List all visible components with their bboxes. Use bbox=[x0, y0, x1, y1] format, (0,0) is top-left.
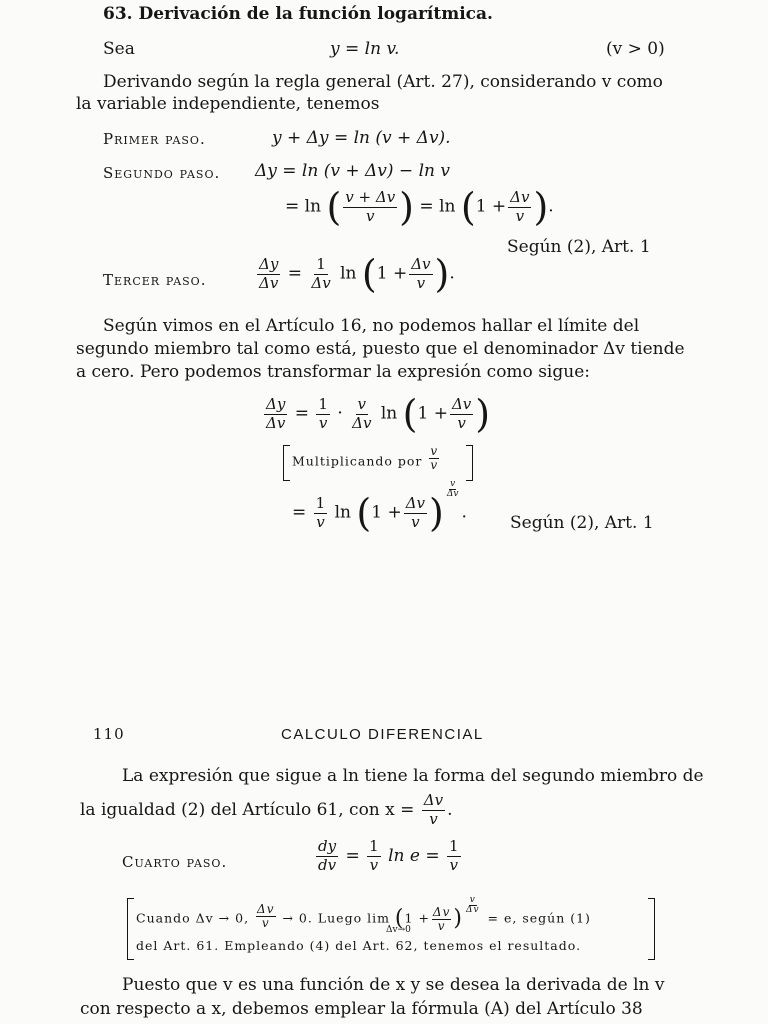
fraction bbox=[316, 839, 338, 874]
multiplication-note bbox=[283, 445, 473, 481]
denominator: Δv bbox=[266, 413, 286, 432]
para2-line-3: a cero. Pero podemos transformar la expresión como sigue: bbox=[76, 362, 590, 382]
ln-symbol: ln bbox=[340, 263, 357, 284]
fraction bbox=[404, 493, 427, 531]
para2-line-2: segundo miembro tal como está, puesto que el denominador Δv tiende bbox=[76, 339, 685, 359]
numerator: 1 bbox=[449, 837, 459, 855]
denominator: v bbox=[515, 206, 525, 225]
numerator: 1 bbox=[316, 254, 326, 273]
denominator: v bbox=[430, 457, 439, 472]
denominator: v bbox=[457, 413, 466, 432]
step1-label: Primer paso. bbox=[103, 130, 206, 148]
denominator: Δv bbox=[311, 273, 331, 292]
left-paren: ( bbox=[402, 392, 418, 436]
numerator: 1 bbox=[318, 394, 328, 413]
one-plus: 1 + bbox=[417, 403, 448, 424]
page-number: 110 bbox=[93, 725, 125, 743]
denominator: Δv bbox=[465, 905, 480, 916]
denominator: Δv bbox=[259, 273, 279, 292]
fraction bbox=[309, 254, 332, 292]
ln-symbol: ln bbox=[334, 502, 351, 523]
note-line-2: del Art. 61. Empleando (4) del Art. 62, tenemos el resultado. bbox=[136, 938, 582, 953]
one-plus: 1 + bbox=[371, 502, 402, 523]
right-paren: ) bbox=[453, 906, 463, 932]
numerator: Δv bbox=[510, 187, 530, 206]
numerator: Δv bbox=[432, 905, 451, 919]
denominator: v bbox=[437, 918, 446, 933]
note-text: = e, según (1) bbox=[487, 910, 591, 926]
equals-sign: = bbox=[287, 263, 302, 284]
step4-equation bbox=[314, 839, 463, 874]
left-paren: ( bbox=[326, 185, 342, 229]
left-paren: ( bbox=[394, 906, 405, 932]
note-text: → 0. Luego lim bbox=[282, 910, 390, 926]
denominator: v bbox=[316, 512, 325, 531]
numerator: 1 bbox=[315, 493, 326, 512]
limit-subscript: Δv→0 bbox=[386, 925, 411, 935]
denominator: v bbox=[411, 512, 420, 531]
right-paren: ) bbox=[429, 491, 444, 535]
limit-note bbox=[127, 895, 655, 960]
exponent bbox=[444, 480, 462, 500]
reference-1: Según (2), Art. 1 bbox=[507, 237, 651, 257]
step2-continuation: = ln ( $\frac{v + \Delta v}{v}$ ) = ln (1 + $\frac{\Delta v}{v}$ ). bbox=[285, 185, 554, 229]
fraction bbox=[264, 394, 287, 432]
equals-sign: = bbox=[285, 196, 300, 217]
numerator: dy bbox=[318, 837, 337, 855]
section-heading: 63. Derivación de la función logarítmica. bbox=[103, 4, 493, 24]
para3-line-1: La expresión que sigue a ln tiene la forma del segundo miembro de bbox=[122, 766, 704, 786]
main-equation: y = ln v. bbox=[330, 39, 400, 59]
denominator: v bbox=[369, 855, 379, 874]
step4-label: Cuarto paso. bbox=[122, 853, 228, 871]
numerator: v + Δv bbox=[345, 187, 396, 206]
domain-condition: (v > 0) bbox=[606, 39, 665, 59]
equals-sign: = bbox=[294, 403, 309, 424]
numerator: Δy bbox=[266, 394, 286, 413]
note-label: Multiplicando por bbox=[292, 453, 423, 469]
step3-label: Tercer paso. bbox=[103, 271, 207, 289]
step2-equation: Δy = ln (v + Δv) − ln v bbox=[255, 161, 450, 181]
numerator: v bbox=[469, 895, 476, 905]
denominator: dv bbox=[318, 855, 337, 874]
dot-operator: · bbox=[337, 403, 343, 424]
left-paren: ( bbox=[460, 185, 476, 229]
numerator: Δy bbox=[259, 254, 279, 273]
intro-line-2: la variable independiente, tenemos bbox=[76, 94, 380, 114]
denominator: v bbox=[416, 273, 426, 292]
fraction bbox=[465, 896, 481, 916]
ln-symbol: ln bbox=[380, 403, 398, 424]
ln-symbol: ln bbox=[439, 196, 456, 217]
fraction bbox=[409, 254, 432, 292]
equals-sign: = bbox=[419, 196, 434, 217]
ln-symbol: ln bbox=[304, 196, 322, 217]
fraction bbox=[343, 187, 397, 225]
step2-label: Segundo paso. bbox=[103, 164, 221, 182]
para4-line-2: con respecto a x, debemos emplear la fórmula (A) del Artículo 38 bbox=[80, 999, 643, 1019]
para2-line-1: Según vimos en el Artículo 16, no podemos hallar el límite del bbox=[103, 316, 640, 336]
left-paren: ( bbox=[356, 491, 372, 535]
fraction bbox=[316, 394, 330, 432]
note-text: Cuando Δv → 0, bbox=[136, 910, 250, 926]
fraction bbox=[446, 480, 460, 500]
fraction bbox=[314, 493, 328, 531]
numerator: Δv bbox=[405, 493, 426, 512]
denominator: Δv bbox=[352, 413, 372, 432]
denominator: Δv bbox=[446, 489, 459, 500]
left-paren: ( bbox=[361, 252, 377, 296]
sea-label: Sea bbox=[103, 39, 135, 59]
running-title: CALCULO DIFERENCIAL bbox=[281, 726, 484, 743]
transform-result: = $\frac{1}{v}$ ln (1 + $\frac{\Delta v}{v}$ ) $\frac{v}{\Delta v}$ . bbox=[292, 479, 467, 535]
equals-sign: = bbox=[345, 845, 360, 866]
fraction bbox=[508, 187, 531, 225]
numerator: v bbox=[430, 444, 439, 458]
reference-2: Según (2), Art. 1 bbox=[510, 513, 654, 533]
ln-e: ln e = bbox=[388, 845, 440, 866]
note-line-1 bbox=[136, 895, 591, 933]
exponent bbox=[463, 896, 483, 916]
numerator: Δv bbox=[451, 394, 472, 413]
fraction bbox=[450, 394, 473, 432]
right-paren: ) bbox=[434, 252, 450, 296]
right-paren: ) bbox=[399, 185, 414, 229]
denominator: v bbox=[261, 915, 270, 930]
para3-text: la igualdad (2) del Artículo 61, con x = bbox=[80, 799, 415, 820]
denominator: v bbox=[449, 855, 459, 874]
fraction bbox=[422, 793, 445, 828]
numerator: Δv bbox=[411, 254, 431, 273]
one-plus: 1 + bbox=[376, 263, 408, 284]
para4-line-1: Puesto que v es una función de x y se desea la derivada de ln v bbox=[122, 975, 665, 995]
fraction bbox=[367, 839, 381, 874]
fraction bbox=[447, 839, 461, 874]
step3-equation: $\frac{\Delta y}{\Delta v}$ = $\frac{1}{\Delta v}$ ln (1 + $\frac{\Delta v}{v}$ ). bbox=[259, 252, 455, 296]
one-plus: 1 + bbox=[475, 196, 507, 217]
denominator: v bbox=[318, 413, 328, 432]
period: . bbox=[447, 799, 453, 820]
numerator: 1 bbox=[369, 837, 379, 855]
right-paren: ) bbox=[475, 392, 491, 436]
fraction bbox=[429, 445, 439, 471]
equals-sign: = bbox=[292, 502, 307, 523]
intro-line-1: Derivando según la regla general (Art. 27), considerando v como bbox=[103, 72, 663, 92]
numerator: v bbox=[357, 394, 367, 413]
fraction bbox=[350, 394, 373, 432]
fraction bbox=[256, 903, 275, 929]
numerator: v bbox=[450, 479, 456, 489]
right-paren: ) bbox=[533, 185, 549, 229]
step1-equation: y + Δy = ln (v + Δv). bbox=[272, 128, 451, 148]
one-plus: 1 + bbox=[404, 910, 430, 926]
denominator: v bbox=[429, 809, 438, 828]
fraction bbox=[257, 254, 280, 292]
note-text bbox=[292, 444, 441, 472]
fraction bbox=[432, 906, 451, 932]
denominator: v bbox=[365, 206, 375, 225]
transform-equation bbox=[262, 392, 491, 436]
para3-line-2 bbox=[80, 793, 453, 828]
numerator: Δv bbox=[257, 902, 275, 916]
numerator: Δv bbox=[423, 791, 444, 809]
